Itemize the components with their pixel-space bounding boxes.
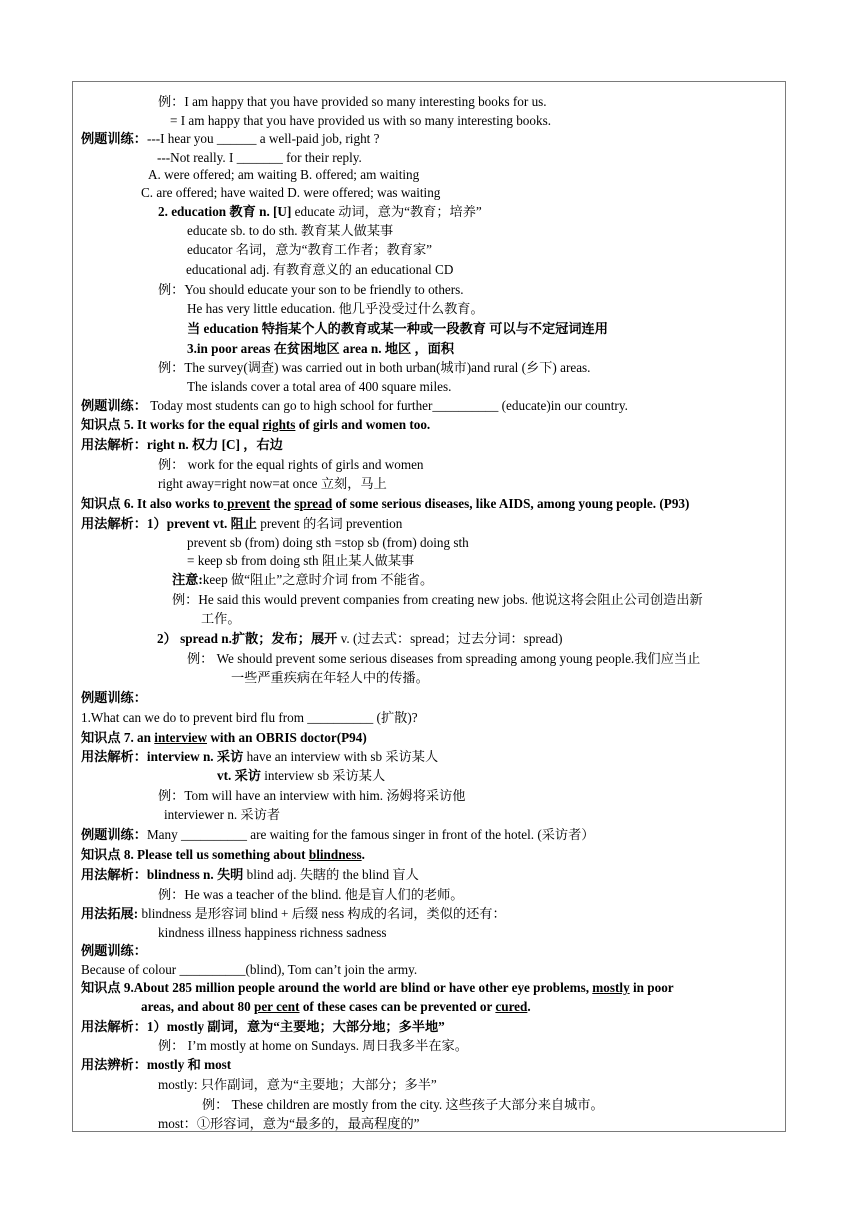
text-line	[81, 690, 147, 706]
text-segment: blind adj. 失瞎的 the blind 盲人	[243, 867, 419, 882]
text-segment: 知识点 9.About 285 million people around the world are blind or have other eye problems,	[81, 980, 593, 995]
text-line	[157, 150, 362, 166]
text-segment: The islands cover a total area of 400 square miles.	[187, 379, 452, 394]
text-line	[187, 223, 393, 239]
text-segment: 知识点 8. Please tell us something about	[81, 847, 309, 862]
text-segment: He has very little education. 他几乎没受过什么教育。	[187, 301, 484, 316]
text-segment: educate sb. to do sth. 教育某人做某事	[187, 223, 394, 238]
text-segment: .	[527, 999, 531, 1014]
text-line	[81, 496, 689, 512]
text-line	[157, 631, 563, 647]
text-segment: Today most students can go to high school for further__________ (educate)in our country.	[146, 398, 628, 413]
text-segment: = I am happy that you have provided us with so many interesting books.	[170, 113, 552, 128]
text-line	[81, 516, 402, 532]
text-segment: Because of colour __________(blind), Tom can’t join the army.	[81, 962, 418, 977]
text-segment: 例：You should educate your son to be friendly to others.	[158, 282, 464, 297]
text-segment: = keep sb from doing sth 阻止某人做某事	[187, 553, 415, 568]
text-segment: most：①形容词，意为“最多的，最高程度的”	[158, 1116, 420, 1131]
text-line	[81, 417, 430, 433]
text-segment: of girls and women too.	[295, 417, 431, 432]
text-line	[81, 1057, 231, 1073]
text-line	[81, 827, 595, 843]
text-segment: in poor	[629, 980, 674, 995]
text-segment: areas, and about 80	[141, 999, 254, 1014]
text-line	[187, 242, 432, 258]
text-segment: 例题训练：	[81, 827, 147, 842]
text-segment: interview sb 采访某人	[260, 768, 386, 783]
text-segment: per cent	[253, 999, 300, 1014]
text-line	[81, 906, 506, 922]
text-line	[187, 553, 414, 569]
text-segment: right away=right now=at once 立刻，马上	[158, 476, 387, 491]
text-segment: 例：Tom will have an interview with him. 汤姆将采访他	[158, 788, 466, 803]
text-segment: 例： work for the equal rights of girls and women	[158, 457, 424, 472]
text-segment: 知识点 7. an	[81, 730, 155, 745]
text-line	[158, 204, 482, 220]
text-line	[158, 360, 590, 376]
text-line	[81, 943, 147, 959]
text-line	[148, 167, 419, 183]
text-segment: mostly	[592, 980, 630, 995]
text-line	[187, 379, 451, 395]
text-line	[81, 710, 418, 726]
text-line	[158, 94, 547, 110]
text-segment: 例：The survey(调查) was carried out in both urban(城市)and rural (乡下) areas.	[158, 360, 591, 375]
text-segment: 例题训练：	[81, 131, 147, 146]
text-line	[187, 301, 484, 317]
text-segment: interview	[154, 730, 208, 745]
text-segment: prevent	[223, 496, 271, 511]
text-segment: 知识点 6. It also works to	[81, 496, 224, 511]
text-segment: blindness 是形容词 blind + 后缀 ness 构成的名词，类似的还有：	[138, 906, 506, 921]
text-segment: 用法解析：1）prevent vt. 阻止	[81, 516, 257, 531]
text-segment: of these cases can be prevented or	[299, 999, 496, 1014]
text-segment: 当 education 特指某个人的教育或某一种或一段教育 可以与不定冠词连用	[187, 321, 608, 336]
text-segment: 用法辨析：mostly 和 most	[81, 1057, 232, 1072]
text-line	[81, 398, 628, 414]
text-segment: 例： These children are mostly from the city. 这些孩子大部分来自城市。	[202, 1097, 604, 1112]
text-line	[217, 768, 385, 784]
text-segment: have an interview with sb 采访某人	[243, 749, 439, 764]
text-segment: interviewer n. 采访者	[164, 807, 281, 822]
text-line	[170, 113, 551, 129]
text-line	[158, 887, 463, 903]
text-segment: 用法解析：interview n. 采访	[81, 749, 244, 764]
text-segment: 2） spread n.扩散；发布；展开	[157, 631, 338, 646]
text-segment: 例题训练：	[81, 398, 147, 413]
text-segment: 例：He said this would prevent companies from creating new jobs. 他说这将会阻止公司创造出新	[172, 592, 703, 607]
text-segment: mostly: 只作副词，意为“主要地；大部分；多半”	[158, 1077, 437, 1092]
text-line	[81, 847, 365, 863]
text-line	[158, 1077, 437, 1093]
text-line	[158, 457, 424, 473]
text-segment: educational adj. 有教育意义的 an educational CD	[186, 262, 454, 277]
text-segment: kindness illness happiness richness sadness	[158, 925, 387, 940]
text-segment: 例题训练：	[81, 690, 147, 705]
text-line	[158, 925, 387, 941]
text-segment: 用法解析：right n. 权力 [C] ，右边	[81, 437, 283, 452]
text-line	[81, 867, 419, 883]
text-segment: prevent 的名词 prevention	[256, 516, 403, 531]
text-segment: the	[270, 496, 295, 511]
text-segment: C. are offered; have waited D. were offered; was waiting	[141, 185, 441, 200]
text-line	[164, 807, 280, 823]
text-segment: ---I hear you ______ a well-paid job, right ?	[146, 131, 380, 146]
text-segment: Many __________ are waiting for the famous singer in front of the hotel. (采访者）	[146, 827, 595, 842]
text-segment: 例题训练：	[81, 943, 147, 958]
text-segment: 知识点 5. It works for the equal	[81, 417, 263, 432]
text-segment: 例：He was a teacher of the blind. 他是盲人们的老师。	[158, 887, 464, 902]
text-line	[172, 592, 703, 608]
text-line	[158, 476, 387, 492]
text-segment: cured	[495, 999, 528, 1014]
text-segment: 用法解析：blindness n. 失明	[81, 867, 244, 882]
text-segment: 3.in poor areas 在贫困地区 area n. 地区 ，面积	[187, 341, 455, 356]
text-line	[81, 730, 367, 746]
text-line	[186, 262, 453, 278]
text-line	[141, 185, 440, 201]
text-segment: keep 做“阻止”之意时介词 from 不能省。	[202, 572, 434, 587]
text-segment: .	[361, 847, 365, 862]
text-segment: blindness	[308, 847, 362, 862]
text-segment: 例：I am happy that you have provided so many interesting books for us.	[158, 94, 547, 109]
text-line	[187, 321, 608, 337]
text-segment: with an OBRIS doctor(P94)	[207, 730, 367, 745]
text-line	[172, 572, 433, 588]
text-segment: rights	[262, 417, 296, 432]
text-line	[202, 1097, 604, 1113]
text-line	[201, 611, 241, 627]
text-line	[81, 1019, 445, 1035]
text-segment: 例： I’m mostly at home on Sundays. 周日我多半在家。	[158, 1038, 468, 1053]
text-line	[81, 749, 438, 765]
text-line	[81, 980, 674, 996]
text-segment: vt. 采访	[217, 768, 261, 783]
text-segment: 一些严重疾病在年轻人中的传播。	[231, 670, 429, 685]
text-segment: 注意:	[172, 572, 203, 587]
text-line	[158, 1116, 420, 1132]
text-segment: educator 名词，意为“教育工作者；教育家”	[187, 242, 433, 257]
text-segment: A. were offered; am waiting B. offered; am waiting	[148, 167, 420, 182]
text-line	[187, 651, 700, 667]
text-line	[231, 670, 429, 686]
text-segment: 1.What can we do to prevent bird flu from __________ (扩散)?	[81, 710, 418, 725]
text-segment: educate 动词，意为“教育；培养”	[291, 204, 482, 219]
text-segment: 工作。	[201, 611, 241, 626]
text-line	[81, 131, 379, 147]
text-line	[158, 1038, 468, 1054]
text-line	[187, 341, 454, 357]
text-segment: 用法拓展:	[81, 906, 139, 921]
text-segment: v. (过去式：spread；过去分词：spread)	[337, 631, 563, 646]
text-segment: 例： We should prevent some serious diseases from spreading among young people.我们应当止	[187, 651, 701, 666]
text-line	[187, 535, 469, 551]
text-segment: spread	[294, 496, 333, 511]
text-line	[81, 437, 283, 453]
text-segment: prevent sb (from) doing sth =stop sb (from) doing sth	[187, 535, 469, 550]
text-segment: 2. education 教育 n. [U]	[158, 204, 292, 219]
text-line	[81, 962, 417, 978]
text-segment: of some serious diseases, like AIDS, among young people. (P93)	[332, 496, 690, 511]
text-line	[141, 999, 531, 1015]
text-line	[158, 282, 464, 298]
text-line	[158, 788, 465, 804]
text-segment: 用法解析：1）mostly 副词，意为“主要地；大部分地；多半地”	[81, 1019, 445, 1034]
text-segment: ---Not really. I _______ for their reply.	[157, 150, 362, 165]
